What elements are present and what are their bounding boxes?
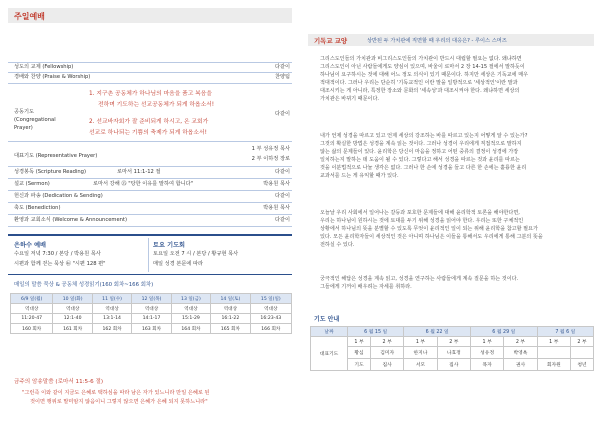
article-line: 있다. 모든 윤리학자들이 세상적인 것은 아니며 하나님은 이들을 통해서도 우리에게 통해 그분의 뜻을 [320,234,543,241]
article-line: 그리스도인들의 가치관과 비그리스도인들의 가치관이 반드시 대립할 필요는 없다. 왜냐하면 [320,56,522,62]
reading-plan-title: 매일의 말씀 묵상 & 공동체 성경읽기(160 회차~166 회차) [14,282,154,288]
reading-verse: 14:1-17 [132,314,171,324]
order-item-benediction: 축도 (Benediction) [14,205,61,211]
prayer-name: 박영옥 [504,347,537,359]
common-prayer-label-en: (Congregational [14,117,56,123]
article-paragraph-4 [320,275,592,291]
reading-round: 166 회차 [250,324,291,334]
prayer-date: 6 월 29 일 [470,327,537,337]
prayer-name: 목자 [470,359,503,371]
article-line: 대조시키는 게 아니라, 특정한 장소와 문화의 '세속성'과 대조시켜야 한다. 왜냐하면 세상의 [320,88,520,95]
prayer-name: 회자원 [537,359,570,371]
reading-verse: 11:20-47 [11,314,53,324]
article-paragraph-3 [320,209,592,249]
order-leader-praise: 찬양팀 [274,74,290,80]
order-item-scripture: 성경봉독 (Scripture Reading) [14,169,86,175]
article-line: 그들에게 기꺼이 배우려는 자세를 취하라. [320,284,412,291]
rep-prayer-leader-1: 1 부 성유정 목사 [251,146,290,152]
article-line: 그리스도인이 아닌 사람들에게도 양심이 있으며, 바울이 로마서 2 장 14-15 절에서 말하듯이 [320,64,525,71]
saturday-line-2: 매일 성경 본문에 따라 [153,261,204,267]
reading-date: 11 일(수) [92,294,131,304]
prayer-name: 집사 [437,359,470,371]
article-line: 우리는 하나님이 원하시는 것에 토대를 두기 위해 성경을 읽어야 한다. 우리는 또한 구체적인 [320,218,524,225]
rep-prayer-leader-2: 2 부 이하정 장로 [251,156,290,162]
reading-round: 161 회차 [53,324,92,334]
reading-book: 역대상 [11,304,53,314]
rep-prayer-item: 대표기도 (Representative Prayer) [14,153,98,159]
reading-verse: 16:23-43 [250,314,291,324]
reading-book: 역대상 [171,304,210,314]
common-prayer-line-4: 선교로 하나되는 기쁨의 축제가 되게 하옵소서! [89,130,207,136]
saturday-line-1: 토요일 오전 7 시 / 본당 / 황규현 목사 [153,251,239,257]
prayer-service: 2 부 [437,337,470,347]
prayer-name: 기도 [348,359,371,371]
reading-round: 165 회차 [211,324,250,334]
prayer-name: 김미자 [370,347,403,359]
prayer-date: 7 월 6 일 [537,327,593,337]
order-detail-scripture: 로마서 11:1-12 절 [117,169,161,175]
reading-book: 역대상 [92,304,131,314]
wednesday-title: 은하수 예배 [14,242,47,249]
article-line: 가치관은 바뀌기 때문이다. [320,96,379,103]
order-item-dedication: 헌신과 파송 (Dedication & Sending) [14,193,103,199]
reading-date: 10 일(화) [53,294,92,304]
prayer-name: 황심 [348,347,371,359]
prayer-name: 집사 [370,359,403,371]
prayer-guide-title: 기도 안내 [314,316,340,323]
article-paragraph-2 [320,132,592,181]
reading-verse: 16:1-22 [211,314,250,324]
reading-book: 역대상 [250,304,291,314]
article-line: 전하실 수 있다. [320,242,355,249]
order-leader-dedication: 다같이 [274,193,290,199]
reading-date: 14 일(토) [211,294,250,304]
reading-plan-table [10,293,292,334]
reading-date: 13 일(금) [171,294,210,304]
reading-date: 12 일(목) [132,294,171,304]
article-line: 일치하는지 말하는 데 도움이 될 수 있다. 그렇다고 해서 성경을 따르는 것과 윤리를 따르는 [320,157,520,164]
reading-book: 역대상 [211,304,250,314]
article-paragraph-1 [320,55,592,104]
prayer-service: 2 부 [504,337,537,347]
prayer-name: 서모 [404,359,437,371]
reading-date: 6/9 일(월) [11,294,53,304]
reading-book: 역대상 [53,304,92,314]
order-item-announcement: 환영과 교회소식 (Welcome & Announcement) [14,217,127,223]
saturday-title: 토요 기도회 [153,242,186,249]
prayer-name: 나효정 [437,347,470,359]
order-item-sermon: 설교 (Sermon) [14,181,50,187]
common-prayer-label: 공동기도 [14,109,35,115]
order-leader-announcement: 다같이 [274,217,290,223]
common-prayer-label-en-2: Prayer) [14,125,33,131]
prayer-category: 대표기도 [311,337,348,371]
prayer-service: 2 부 [570,337,593,347]
prayer-date-label: 날짜 [311,327,348,337]
article-line: 하나님이 요구하시는 것에 대해 어느 정도 의식이 있기 때문이다. 하지만 세상은 기독교에 매우 [320,72,529,79]
common-prayer-leader: 다같이 [274,111,290,117]
reading-book: 역대상 [132,304,171,314]
reading-round: 163 회차 [132,324,171,334]
reading-round: 162 회차 [92,324,131,334]
reading-round: 160 회차 [11,324,53,334]
article-line: 오늘날 우리 사회에서 일어나는 갈등과 포호한 문제들에 대해 윤리학적 토론을 해야한다면, [320,210,520,216]
worship-title: 주일예배 [14,12,45,21]
reading-verse: 12:1-40 [53,314,92,324]
reading-verse: 13:1-14 [92,314,131,324]
prayer-service: 1 부 [348,337,371,347]
order-item-fellowship: 성도의 교제 (Fellowship) [14,64,74,70]
wednesday-line-1: 수요일 저녁 7:30 / 본당 / 박용원 목사 [14,251,101,257]
reading-date: 15 일(일) [250,294,291,304]
article-line: 상황에서 하나님의 뜻을 분별할 수 있도록 무엇이 윤리적인 일이 되는 위해 윤리학을 참고할 필요가 [320,226,538,233]
worship-section-header [8,8,292,23]
prayer-guide-table [310,326,594,371]
article-line: 내가 언제 성경을 따르고 있고 언제 세상의 강조하는 바를 따르고 있는지 어떻게 알 수 있는가? [320,133,528,139]
order-detail-sermon: 로마서 강해 ㉟ "탕한 이유를 말하여 합니다" [93,181,194,187]
memory-verse-line-1: "그런즉 이와 같이 지금도 은혜로 택하심을 따라 남은 자가 있느니라 만일 은혜로 된 [22,390,210,396]
article-line: 것을 이분법적으로 나눌 생각은 없다. 그러나 한 손에 성경을 들고 다른 한 손에는 훌륭한 윤리 [320,165,527,172]
memory-verse-title: 금주의 암송말씀 (로마서 11:5-6 절) [14,379,104,385]
prayer-name [537,347,570,359]
order-item-praise: 경배와 찬양 (Praise & Worship) [14,74,91,80]
prayer-date: 6 월 15 일 [348,327,404,337]
prayer-name: 한지나 [404,347,437,359]
prayer-name: 청년 [570,359,593,371]
common-prayer-line-3: 2. 선교바자회가 잘 준비되게 하시고, 온 교회가 [89,119,209,125]
order-leader-scripture: 다같이 [274,169,290,175]
prayer-date: 6 월 22 일 [404,327,471,337]
reading-round: 164 회차 [171,324,210,334]
prayer-service: 1 부 [404,337,437,347]
article-line: 적대적이다. 그러나 우리는 단순히 '기독교적인 이란 말을 일방적으로 '세상적인'이란 말과 [320,80,518,87]
article-line: 궁극적인 해답은 성경을 계속 읽고, 성경을 연구하는 사람들에게 계속 질문을 하는 것이다. [320,276,519,282]
prayer-name: 권사 [504,359,537,371]
column-title: 기독교 교양 [314,37,348,45]
prayer-name: 성유정 [470,347,503,359]
prayer-service: 1 부 [470,337,503,347]
reading-verse: 15:1-29 [171,314,210,324]
order-leader-benediction: 박용원 목사 [263,205,290,211]
article-line: 교과서를 드는 게 유익할 때가 있다. [320,173,399,180]
order-leader-sermon: 박용원 목사 [263,181,290,187]
wednesday-line-2: 시편과 함께 걷는 묵상 ㊻ "시편 128 편" [14,261,106,267]
common-prayer-line-2: 전하며 기도하는 선교공동체가 되게 하옵소서! [98,102,215,108]
common-prayer-line-1: 1. 지구촌 공동체가 하나님의 마음을 품고 복음을 [89,91,212,97]
prayer-name [570,347,593,359]
column-subtitle: 상반된 두 가치관에 직면할 때 우리의 대응은? - 루이스 스머즈 [367,38,507,44]
prayer-service: 2 부 [370,337,403,347]
article-line: 그것의 확실한 방법은 성경을 계속 읽는 것이다. 그러나 성경이 우리에게 직접적으로 말하지 [320,141,522,148]
article-line: 않는 삶의 문제들이 있다. 윤리학은 당신이 마음을 정하고 어떤 중류의 결정이 성경에 가장 [320,149,519,156]
order-leader-fellowship: 다같이 [274,64,290,70]
memory-verse-line-2: 것이면 행위로 말미암지 않음이니 그렇지 않으면 은혜가 은혜 되지 못하느니라" [30,399,208,405]
prayer-service: 1 부 [537,337,570,347]
